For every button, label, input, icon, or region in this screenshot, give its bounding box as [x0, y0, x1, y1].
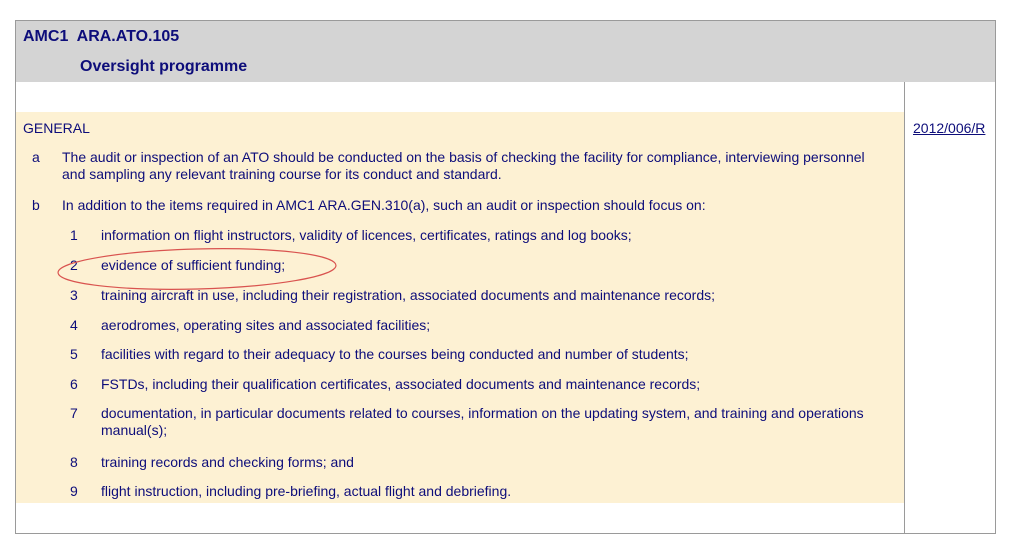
item-text: The audit or inspection of an ATO should be conducted on the basis of checking the facility for compliance, interviewing personnel and sampling any relevant training course for its conduct and standard. [62, 149, 865, 182]
item-text: flight instruction, including pre-briefing, actual flight and debriefing. [101, 483, 512, 499]
item-label: 9 [70, 483, 78, 499]
item-label: 7 [70, 405, 78, 421]
item-label: 6 [70, 376, 78, 392]
item-label: a [32, 149, 40, 165]
rule-title: Oversight programme [80, 58, 248, 75]
item-text: documentation, in particular documents related to courses, information on the updating system, and training and operations manual(s); [101, 405, 864, 438]
item-label: 8 [70, 454, 78, 470]
amendment-link[interactable]: 2012/006/R [913, 120, 986, 136]
section-heading: GENERAL [23, 120, 90, 136]
item-text: FSTDs, including their qualification certificates, associated documents and maintenance records; [101, 376, 701, 392]
document-frame [15, 20, 996, 534]
item-label: 2 [70, 257, 78, 273]
item-label: 5 [70, 346, 78, 362]
item-label: b [32, 197, 40, 213]
item-text: training aircraft in use, including their registration, associated documents and maintenance records; [101, 287, 715, 303]
item-label: 3 [70, 287, 78, 303]
header-bar [16, 21, 995, 82]
rule-reference: AMC1 ARA.ATO.105 [23, 28, 180, 45]
item-text: training records and checking forms; and [101, 454, 354, 470]
item-label: 4 [70, 317, 78, 333]
column-divider [904, 82, 905, 534]
item-label: 1 [70, 227, 78, 243]
item-text: evidence of sufficient funding; [101, 257, 286, 273]
item-text: facilities with regard to their adequacy to the courses being conducted and number of students; [101, 346, 689, 362]
item-text: information on flight instructors, validity of licences, certificates, ratings and log books; [101, 227, 632, 243]
item-text: In addition to the items required in AMC1 ARA.GEN.310(a), such an audit or inspection should focus on: [62, 197, 706, 213]
item-text: aerodromes, operating sites and associated facilities; [101, 317, 431, 333]
